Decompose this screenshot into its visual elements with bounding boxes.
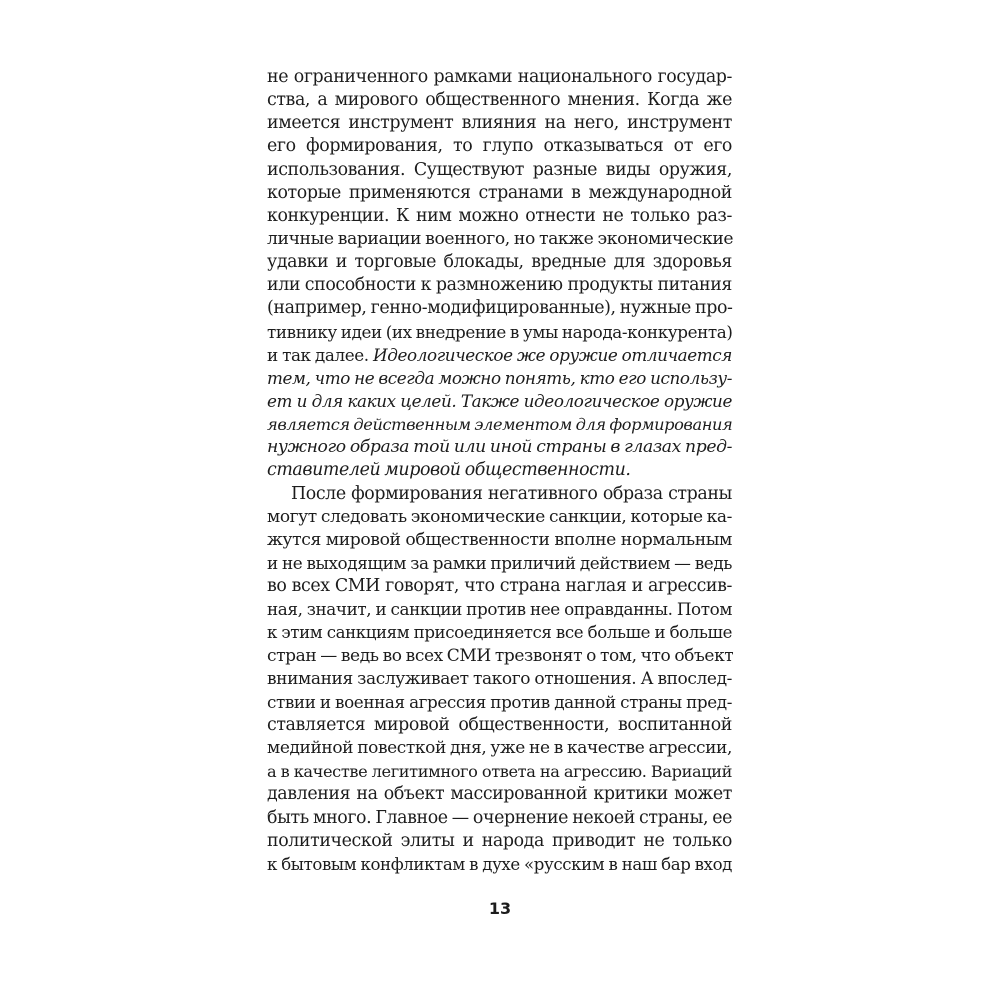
text-line: могут следовать экономические санкции, которые ка- — [267, 506, 732, 527]
text-line: ства, а мирового общественного мнения. Когда же — [267, 90, 732, 111]
text-line: быть много. Главное — очернение некоей страны, ее — [267, 807, 732, 828]
text-line: медийной повесткой дня, уже не в качестве агрессии, — [267, 738, 732, 759]
text-fragment-regular: и так далее. — [267, 344, 374, 365]
page-number: 13 — [488, 899, 512, 918]
text-line: а в качестве легитимного ответа на агрессию. Вариаций — [267, 762, 732, 782]
text-line: (например, генно-модифицированные), нужные про- — [267, 298, 733, 319]
text-line: стран — ведь во всех СМИ трезвонят о том, что объект — [267, 645, 734, 666]
text-line: политической элиты и народа приводит не только — [267, 830, 732, 851]
text-line: которые применяются странами в международной — [267, 182, 732, 203]
text-line: не ограниченного рамками национального государ- — [267, 67, 732, 87]
text-line: ствии и военная агрессия против данной страны пред- — [267, 691, 732, 712]
text-line: или способности к размножению продукты питания — [267, 275, 732, 296]
text-line-italic: ет и для каких целей. Также идеологическое оружие — [267, 390, 732, 411]
text-line: конкуренции. К ним можно отнести не только раз- — [267, 205, 732, 226]
text-fragment-italic: Идеологическое же оружие отличается — [373, 344, 732, 365]
text-line-italic: тем, что не всегда можно понять, кто его использу- — [267, 367, 732, 388]
text-line: к этим санкциям присоединяется все больше и больше — [267, 623, 732, 643]
text-line: жутся мировой общественности вполне нормальным — [267, 529, 732, 550]
text-line-italic: является действенным элементом для формирования — [267, 415, 733, 435]
text-line-italic: нужного образа той или иной страны в глазах пред- — [267, 437, 732, 458]
text-line: ставляется мировой общественности, воспитанной — [267, 714, 732, 735]
text-line: к бытовым конфликтам в духе «русским в наш бар вход — [267, 854, 732, 874]
text-line: использования. Существуют разные виды оружия, — [267, 159, 732, 180]
text-line: во всех СМИ говорят, что страна наглая и агрессив- — [267, 576, 732, 597]
text-line: удавки и торговые блокады, вредные для здоровья — [267, 252, 732, 273]
text-line: и не выходящим за рамки приличий действием — ведь — [267, 552, 732, 573]
text-line-italic: ставителей мировой общественности. — [267, 460, 631, 481]
text-line: внимания заслуживает такого отношения. А впослед- — [267, 668, 732, 689]
text-line: его формирования, то глупо отказываться от его — [267, 136, 732, 157]
text-line: тивнику идеи (их внедрение в умы народа-конкурента) — [267, 321, 733, 342]
text-line-mixed — [267, 344, 732, 367]
text-line: имеется инструмент влияния на него, инструмент — [267, 113, 732, 134]
body-text — [267, 66, 732, 876]
paragraph-first-line: После формирования негативного образа страны — [291, 483, 732, 504]
text-line: ная, значит, и санкции против нее оправданны. Потом — [267, 599, 732, 620]
text-line: личные вариации военного, но также экономические — [267, 228, 734, 249]
text-line: давления на объект массированной критики может — [267, 784, 732, 805]
